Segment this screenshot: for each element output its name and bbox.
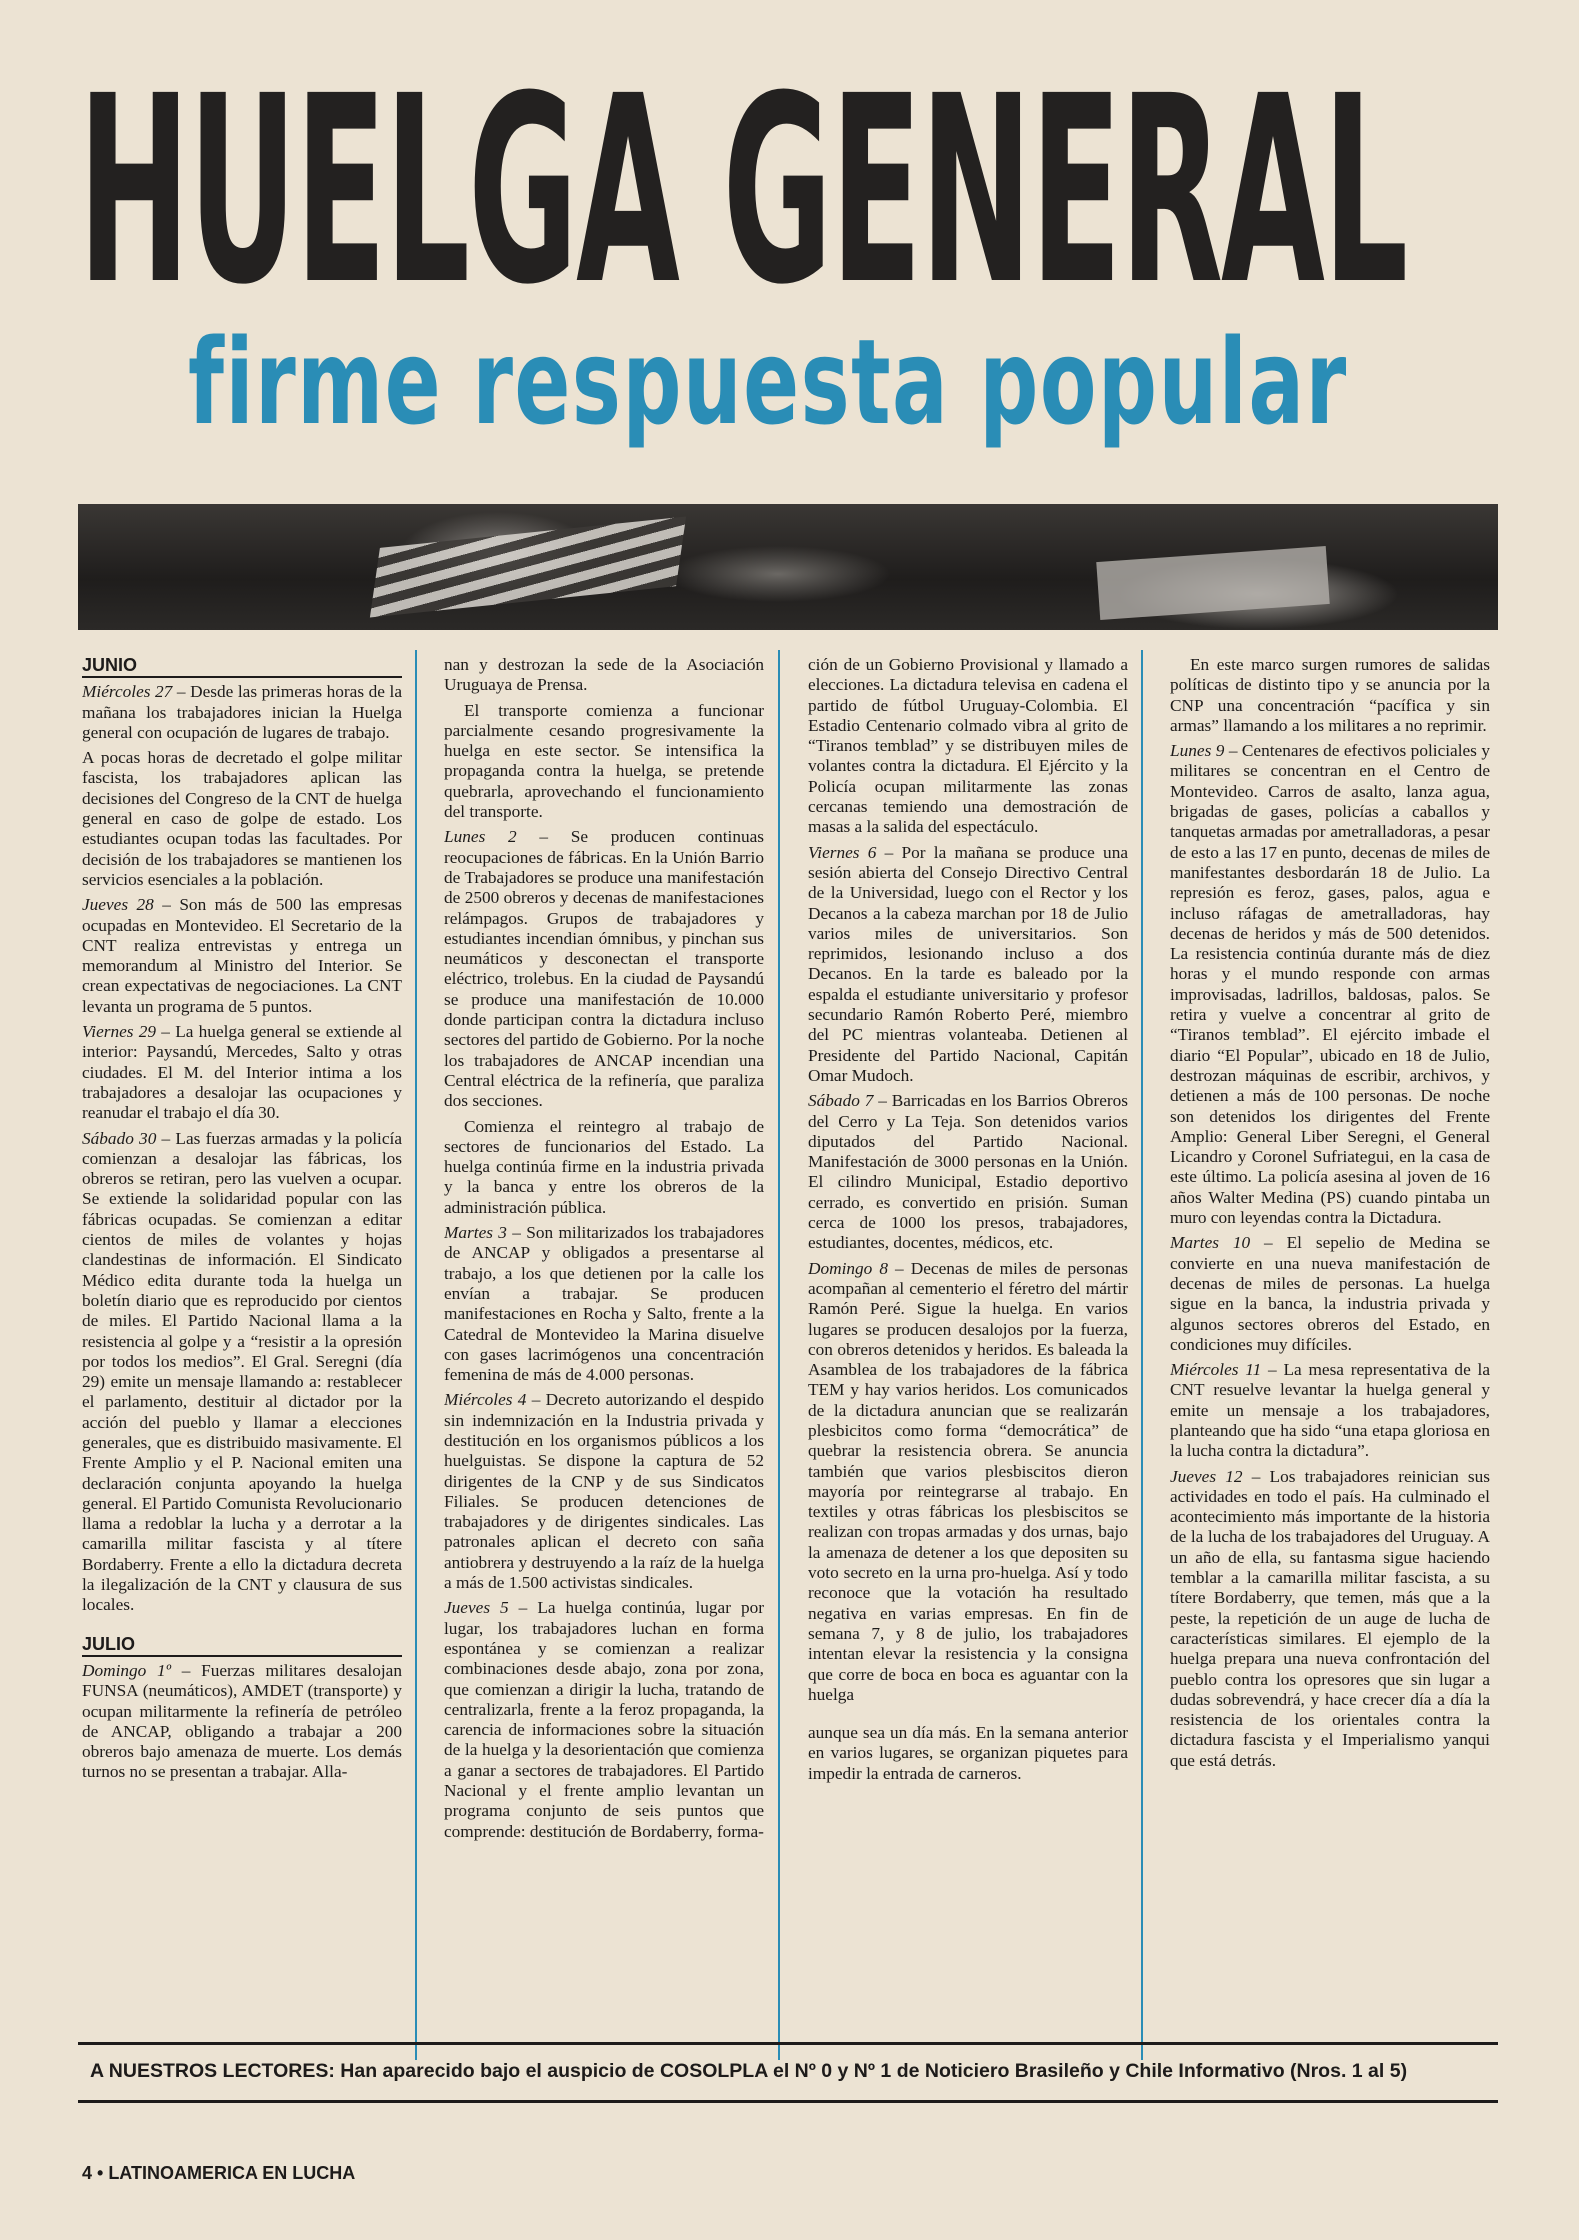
entry-date: Viernes 29 bbox=[82, 1022, 157, 1042]
entry-text: – La huelga continúa, lugar por lugar, los trabajadores luchan en forma espontánea y se comienzan a realizar combinaciones desde abajo, zona por zona, que comienzan a dirigir la lucha, tratando de centralizarla, frente a la feroz propaganda, la carencia de informaciones sobre la situación de la huelga y la desorientación que comienza a ganar a sectores de trabajadores. El Partido Nacional y el frente amplio levantan un programa conjunto de seis puntos que comprende: destitución de Bordaberry, forma- bbox=[444, 1598, 764, 1841]
entry-date: Miércoles 4 bbox=[444, 1390, 527, 1410]
entry-text: – Desde las primeras horas de la mañana los trabajadores inician la Huelga general con ocupación de lugares de trabajo. bbox=[82, 682, 402, 742]
entry-date: Sábado 30 bbox=[82, 1128, 157, 1148]
entry bbox=[444, 827, 764, 1111]
entry-text: – Las fuerzas armadas y la policía comienzan a desalojar las fábricas, los obreros se retiran, pero las vuelven a ocupar. Se extiende la solidaridad popular con las fábricas ocupadas. Se comienzan a editar cientos de miles de volantes y hojas clandestinas de información. El Sindicato Médico edita durante toda la huelga un boletín diario que es reproducido por cientos de miles. El Partido Nacional llama a la resistencia al golpe y a “resistir a la opresión por todos los medios”. El Gral. Seregni (día 29) emite un mensaje llamando a: restablecer el parlamento, destituir al dictador por la acción del pueblo y llamar a elecciones generales, que es distribuido masivamente. El Frente Amplio y el P. Nacional emiten una declaración conjunta apoyando la huelga general. El Partido Comunista Revolucionario llama a redoblar la lucha y a derrotar a la camarilla militar fascista y al títere Bordaberry. Frente a ello la dictadura decreta la ilegalización de la CNT y clausura de sus locales. bbox=[82, 1128, 402, 1615]
entry-text: – Se producen continuas reocupaciones de fábricas. En la Unión Barrio de Trabajadores se produce una manifestación de 2500 obreros y decenas de manifestaciones relámpagos. Grupos de trabajadores y estudiantes incendian ómnibus, y pinchan sus neumáticos y desconectan el transporte eléctrico, trolebus. En la ciudad de Paysandú se produce una manifestación de 10.000 donde participan contra la dictadura incluso sectores del partido de Gobierno. Por la noche los trabajadores de ANCAP incendian una Central eléctrica de la refinería, que paraliza dos secciones. bbox=[444, 827, 764, 1111]
entry: A pocas horas de decretado el golpe militar fascista, los trabajadores aplican las decisiones del Congreso de la CNT de huelga general en caso de golpe de estado. Los estudiantes ocupan todas las facultades. Por decisión de los trabajadores se mantienen los servicios esenciales a la población. bbox=[82, 748, 402, 889]
column-rule bbox=[1141, 650, 1143, 2060]
entry bbox=[1170, 1360, 1490, 1461]
entry-text: – Barricadas en los Barrios Obreros del Cerro y La Teja. Son detenidos varios diputados del Partido Nacional. Manifestación de 3000 personas en la Unión. El cilindro Municipal, Estadio deportivo cerrado, es convertido en prisión. Suman cerca de 1000 los presos, trabajadores, estudiantes, docentes, médicos, etc. bbox=[808, 1091, 1128, 1253]
entry-text: – La huelga general se extiende al interior: Paysandú, Mercedes, Salto y otras ciudades. El M. del Interior intima a los trabajadores a desalojar las ocupaciones y reanudar el trabajo el día 30. bbox=[82, 1022, 402, 1123]
column-3 bbox=[808, 655, 1128, 2035]
entry bbox=[808, 1091, 1128, 1253]
entry-text: – Centenares de efectivos policiales y militares se concentran en el Centro de Montevideo. Carros de asalto, lanza agua, brigadas de gases, policías a caballos y tanquetas armadas por ametralladoras, a pesar de esto a las 17 en punto, decenas de miles de manifestantes desbordarán 18 de Julio. La represión es feroz, gases, palos, agua e incluso ráfagas de ametralladoras, hay decenas de heridos y más de 500 detenidos. La resistencia continúa durante más de diez horas y el mundo responde con armas improvisadas, ladrillos, baldosas, palos. Se retira y vuelve a concentrar al grito de “Tiranos temblad”. El ejército imbade el diario “El Popular”, ubicado en 18 de Julio, destrozan máquinas de escribir, archivos, y detienen a más de 100 personas. De noche son detenidos los dirigentes del Frente Amplio: General Liber Seregni, el General Licandro y Coronel Sufriategui, en la casa de este último. La policía asesina al joven de 16 años Walter Medina (PS) cuando pintaba un muro con leyendas contra la Dictadura. bbox=[1170, 741, 1490, 1228]
subheadline: firme respuesta popular bbox=[188, 313, 1348, 451]
entry-text: – Decenas de miles de personas acompañan al cementerio el féretro del mártir Ramón Peré. Sigue la huelga. En varios lugares se producen desalojos por la fuerza, con obreros detenidos y heridos. Es baleada la Asamblea de los trabajadores de la fábrica TEM y hay varios heridos. Los comunicados de la dictadura anuncian que se realizarán plesbicitos como forma “democrática” de quebrar la resistencia obrera. Se anuncia también que varios plesbiscitos dieron mayoría por reintegrarse al trabajo. En textiles y otras fábricas los plesbiscitos se realizan con tropas armadas y dos urnas, bajo la amenaza de detener a los que depositen su voto secreto en la urna pro-huelga. Así y todo reconoce que la votación ha resultado negativa en varias empresas. En fin de semana 7, y 8 de julio, los trabajadores intentan elevar la resistencia y la consigna que corre de boca en boca es aguantar con la huelga bbox=[808, 1258, 1128, 1704]
entry bbox=[82, 1129, 402, 1616]
entry bbox=[444, 1390, 764, 1593]
entry-date: Domingo 1º bbox=[82, 1660, 172, 1680]
entry-date: Jueves 12 bbox=[1170, 1466, 1243, 1486]
entry bbox=[82, 1022, 402, 1123]
entry-text: – La mesa representativa de la CNT resuelve levantar la huelga general y emite un mensaje a los trabajadores, planteando que ha sido “una etapa gloriosa en la lucha contra la dictadura”. bbox=[1170, 1360, 1490, 1461]
column-2 bbox=[444, 655, 764, 2035]
entry-text: – El sepelio de Medina se convierte en una nueva manifestación de decenas de miles de personas. La huelga sigue en la banca, la industria privada y algunos sectores obreros del Estado, en condiciones muy difíciles. bbox=[1170, 1233, 1490, 1354]
entry: En este marco surgen rumores de salidas políticas de distinto tipo y se anuncia por la CNP una concentración “pacífica y sin armas” llamando a los militares a no reprimir. bbox=[1170, 655, 1490, 735]
entry-text: – Los trabajadores reinician sus actividades en todo el país. Ha culminado el acontecimiento más importante de la historia de la lucha de los trabajadores del Uruguay. A un año de ella, su fantasma sigue haciendo temblar a la camarilla militar fascista, a su títere Bordaberry, que temen, más que a la peste, la repetición de un auge de lucha de características similares. El ejemplo de la huelga prepara una nueva confrontación del pueblo contra los opresores que sin lugar a dudas sobrevendrá, y hace crecer día a día la resistencia de los orientales contra la dictadura fascista y el Imperialismo yanqui que está detrás. bbox=[1170, 1466, 1490, 1770]
entry-date: Jueves 28 bbox=[82, 895, 154, 915]
column-rule bbox=[778, 650, 780, 2060]
entry-date: Viernes 6 bbox=[808, 842, 877, 862]
entry-date: Martes 3 bbox=[444, 1223, 507, 1243]
entry-date: Miércoles 27 bbox=[82, 682, 173, 702]
entry-text: – Fuerzas militares desalojan FUNSA (neumáticos), AMDET (transporte) y ocupan militarmente la refinería de petróleo de ANCAP, obligando a trabajar a 200 obreros bajo amenaza de muerte. Los demás turnos no se presentan a trabajar. Alla- bbox=[82, 1660, 402, 1782]
entry bbox=[1170, 1233, 1490, 1355]
entry bbox=[444, 1223, 764, 1385]
column-1 bbox=[82, 655, 402, 2035]
entry: nan y destrozan la sede de la Asociación Uruguaya de Prensa. bbox=[444, 655, 764, 695]
column-4 bbox=[1170, 655, 1490, 2035]
entry bbox=[1170, 741, 1490, 1228]
entry: El transporte comienza a funcionar parcialmente cesando progresivamente la huelga en este sector. Se intensifica la propaganda contra la huelga, se pretende quebrarla, aprovechando el funcionamiento del transporte. bbox=[444, 700, 764, 822]
entry-date: Jueves 5 bbox=[444, 1598, 509, 1618]
page-footer: 4 • LATINOAMERICA EN LUCHA bbox=[82, 2163, 356, 2183]
entry-text: – Son más de 500 las empresas ocupadas en Montevideo. El Secretario de la CNT realiza entrevistas y entrega un memorandum al Ministro del Interior. Se crean expectativas de negociaciones. La CNT levanta un programa de 5 puntos. bbox=[82, 895, 402, 1016]
entry: Comienza el reintegro al trabajo de sectores de funcionarios del Estado. La huelga continúa firme en la industria privada y la banca y entre los obreros de la administración pública. bbox=[444, 1116, 764, 1217]
entry-date: Martes 10 bbox=[1170, 1233, 1251, 1253]
entry-text: – Por la mañana se produce una sesión abierta del Consejo Directivo Central de la Universidad, luego con el Rector y los Decanos a la cabeza marchan por 18 de Julio varios miles de universitarios. Son reprimidos, lesionando incluso a dos Decanos. En la tarde es baleado por la espalda el estudiante universitario y profesor secundario Ramón Roberto Peré, miembro del PC mientras volanteaba. Detienen al Presidente del Partido Nacional, Capitán Omar Mudoch. bbox=[808, 842, 1128, 1085]
entry bbox=[444, 1598, 764, 1842]
entry-text: – Son militarizados los trabajadores de ANCAP y obligados a presentarse al trabajo, a los que detienen por la calle los envían a trabajar. Se producen manifestaciones en Rocha y Salto, frente a la Catedral de Montevideo la Marina disuelve con gases lacrimógenos una concentración femenina de más de 4.000 personas. bbox=[444, 1223, 764, 1385]
entry bbox=[1170, 1467, 1490, 1771]
flag-image-detail bbox=[370, 517, 686, 618]
entry-date: Lunes 9 bbox=[1170, 741, 1225, 761]
headline: HUELGA GENERAL bbox=[78, 41, 1407, 341]
entry-date: Sábado 7 bbox=[808, 1091, 874, 1111]
entry bbox=[808, 843, 1128, 1087]
notice-top-rule bbox=[78, 2042, 1498, 2045]
readers-notice: A NUESTROS LECTORES: Han aparecido bajo el auspicio de COSOLPLA el Nº 0 y Nº 1 de Noticiero Brasileño y Chile Informativo (Nros. 1 al 5) bbox=[90, 2060, 1408, 2082]
banner-image-detail bbox=[1096, 546, 1329, 620]
entry-date: Miércoles 11 bbox=[1170, 1360, 1262, 1380]
crowd-photo bbox=[78, 504, 1498, 630]
entry bbox=[808, 1259, 1128, 1706]
month-heading-julio: JULIO bbox=[82, 1634, 402, 1657]
entry bbox=[82, 1661, 402, 1783]
entry: ción de un Gobierno Provisional y llamado a elecciones. La dictadura televisa en cadena el partido de fútbol Uruguay-Colombia. El Estadio Centenario colmado vibra al grito de “Tiranos temblad” y se distribuyen miles de volantes contra la dictadura. El Ejército y la Policía ocupan militarmente las zonas cercanas temiendo una demostración de masas a la salida del espectáculo. bbox=[808, 655, 1128, 837]
entry-date: Lunes 2 bbox=[444, 827, 517, 847]
entry-date: Domingo 8 bbox=[808, 1258, 889, 1278]
entry bbox=[82, 682, 402, 743]
entry: aunque sea un día más. En la semana anterior en varios lugares, se organizan piquetes para impedir la entrada de carneros. bbox=[808, 1723, 1128, 1783]
notice-bottom-rule bbox=[78, 2100, 1498, 2103]
entry bbox=[82, 895, 402, 1017]
entry-text: – Decreto autorizando el despido sin indemnización en la Industria privada y destitución en los organismos públicos a los huelguistas. Se dispone la captura de 52 dirigentes de la CNP y de sus Sindicatos Filiales. Se producen detenciones de trabajadores y de dirigentes sindicales. Las patronales aplican el decreto con saña antiobrera y destruyendo a la raíz de la huelga a más de 1.500 activistas sindicales. bbox=[444, 1390, 764, 1593]
column-rule bbox=[415, 650, 417, 2060]
month-heading-junio: JUNIO bbox=[82, 655, 402, 678]
